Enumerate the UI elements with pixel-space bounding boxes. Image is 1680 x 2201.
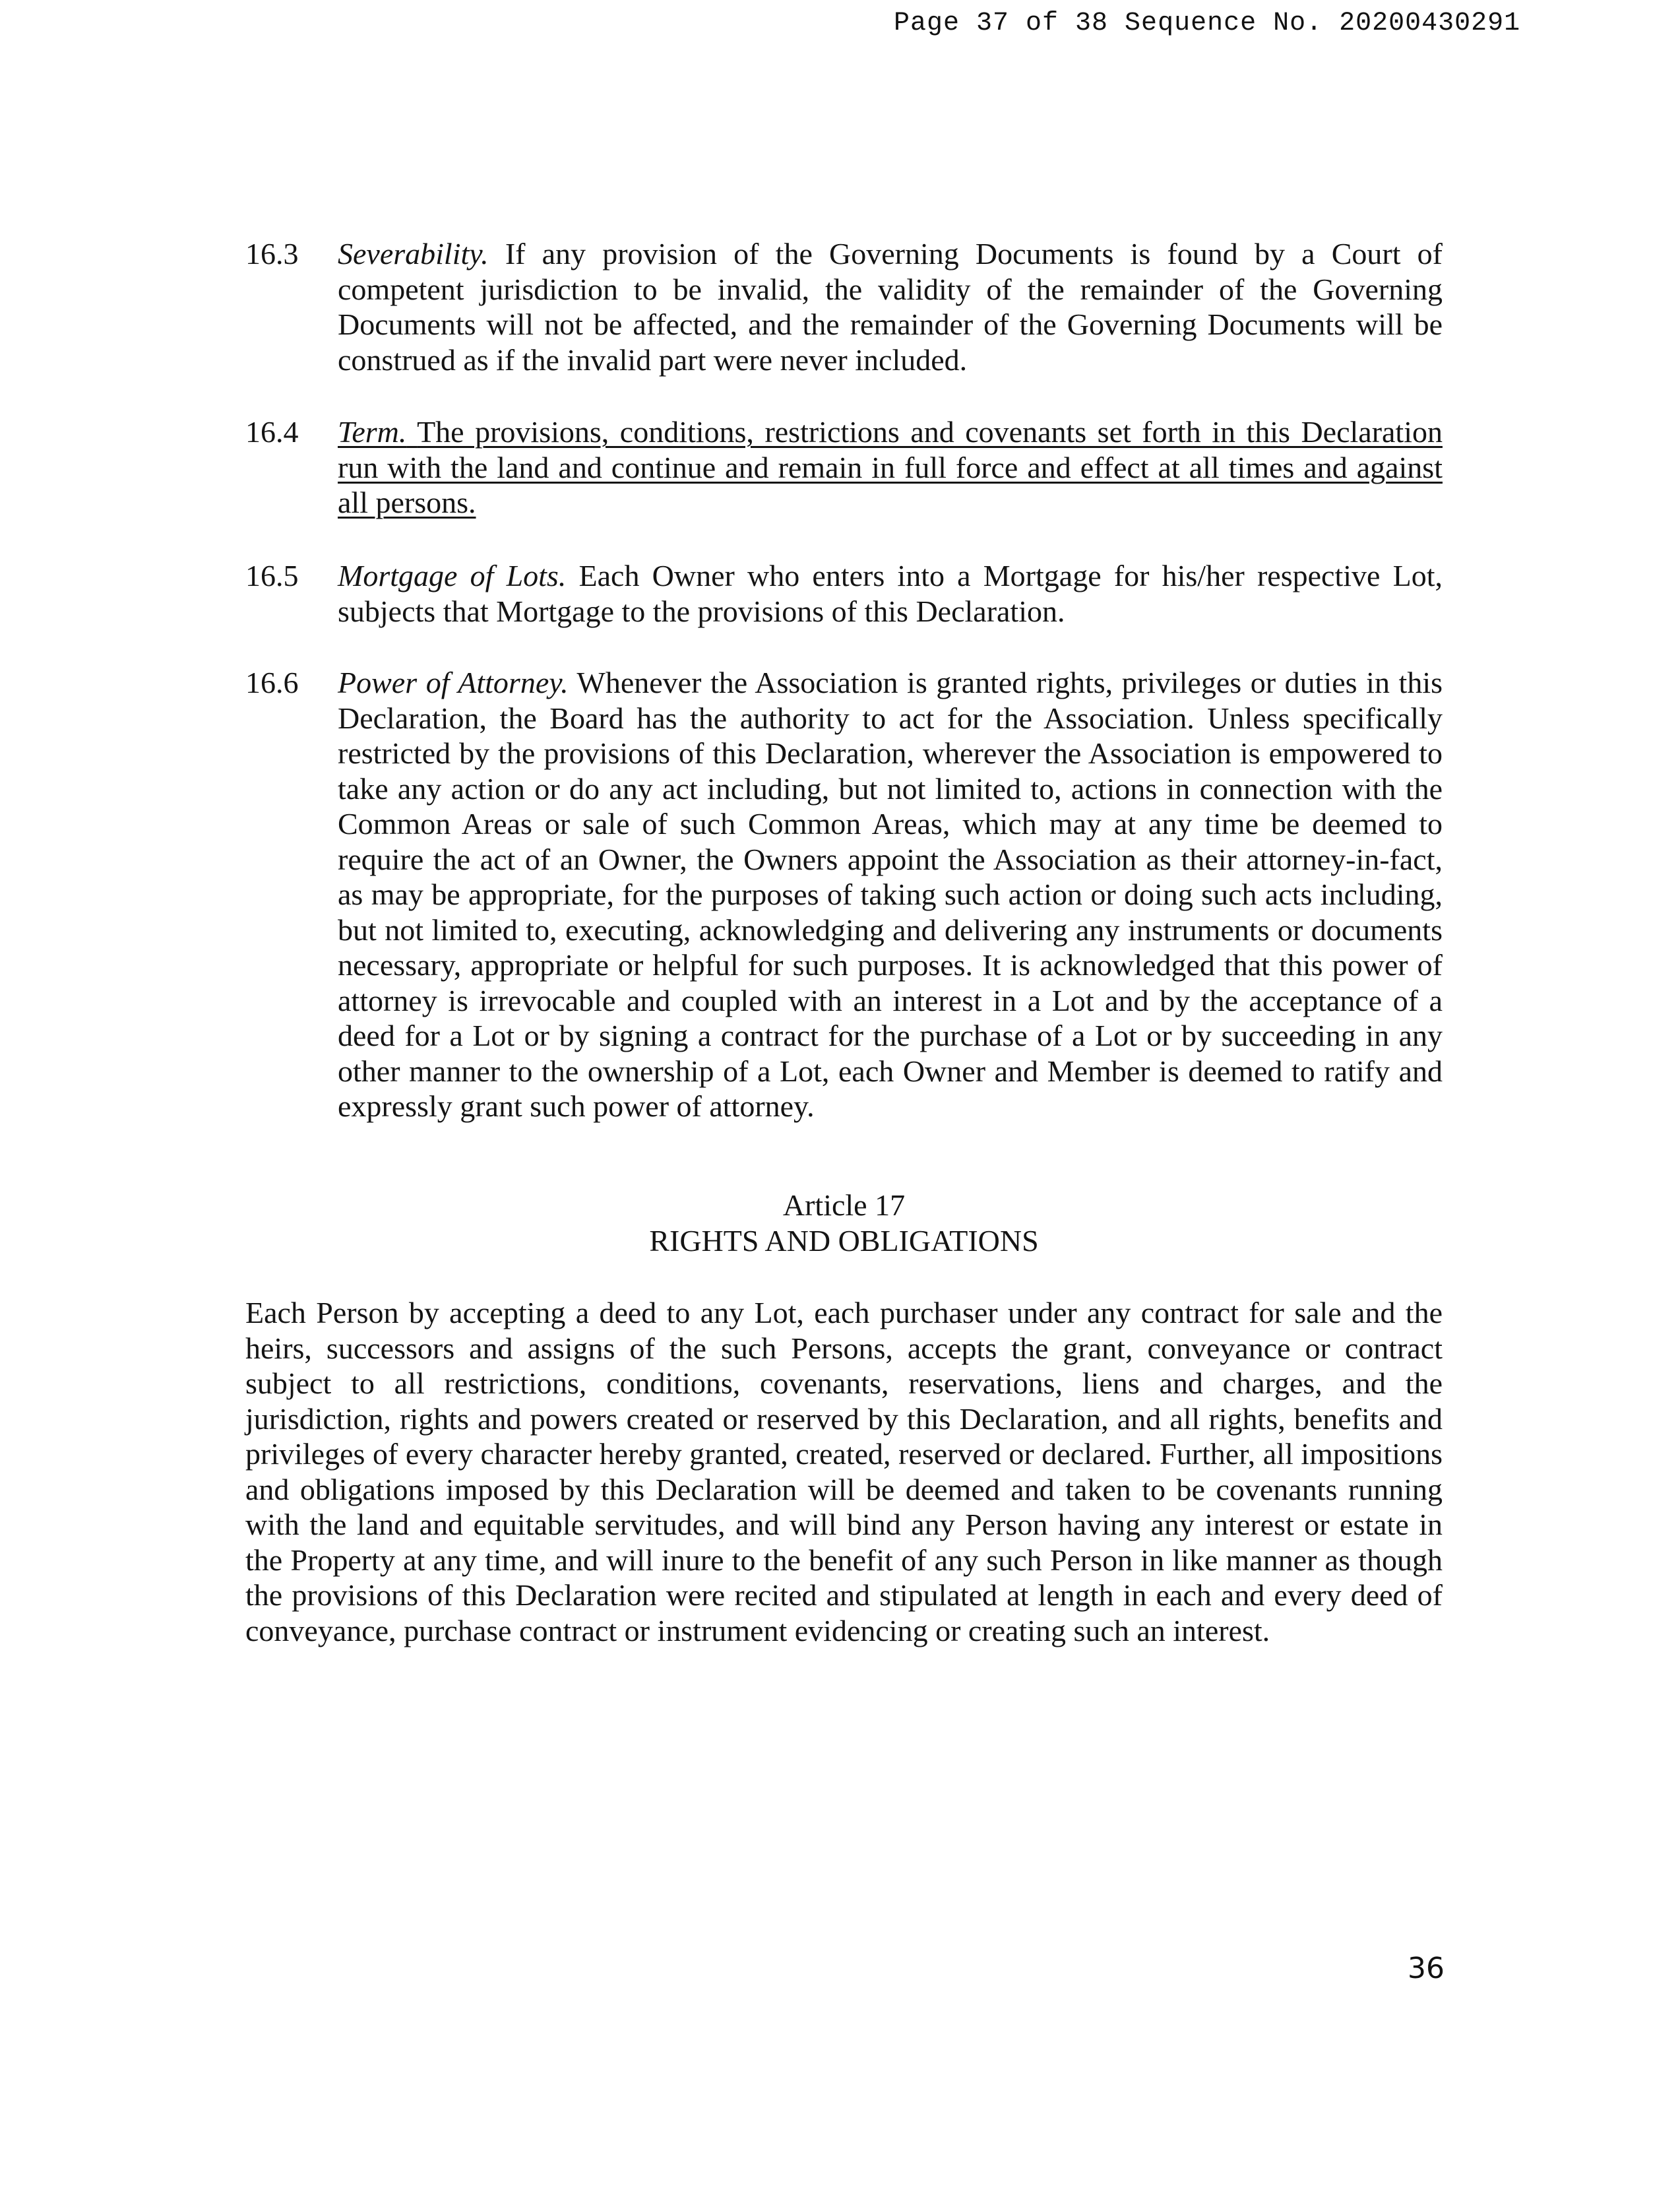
section-number: 16.6 — [245, 666, 299, 699]
section-body — [338, 665, 1443, 1124]
section-number: 16.3 — [245, 237, 299, 271]
page-sequence-header: Page 37 of 38 Sequence No. 20200430291 — [894, 9, 1521, 38]
article-heading — [245, 1188, 1443, 1258]
section-title: Power of Attorney. — [338, 666, 569, 699]
section-body — [338, 558, 1443, 629]
section-body — [338, 236, 1443, 377]
article-body-paragraph: Each Person by accepting a deed to any Lot, each purchaser under any contract for sale and the heirs, successors and assigns of the such Persons, accepts the grant, conveyance or contract subject to all restrictions, conditions, covenants, reservations, liens and charges, and the jurisdiction, rights and powers created or reserved by this Declaration, and all rights, benefits and privileges of every character hereby granted, created, reserved or declared. Further, all impositions and obligations imposed by this Declaration will be deemed and taken to be covenants running with the land and equitable servitudes, and will bind any Person having any interest or estate in the Property at any time, and will inure to the benefit of any such Person in like manner as though the provisions of this Declaration were recited and stipulated at length in each and every deed of conveyance, purchase contract or instrument evidencing or creating such an interest. — [245, 1296, 1443, 1647]
page-number: 36 — [1408, 1952, 1445, 1985]
section-text: The provisions, conditions, restrictions and covenants set forth in this Declaration run with the land and continue and remain in full force and effect at all times and against all persons. — [338, 415, 1443, 519]
section-title: Severability. — [338, 237, 489, 271]
section-title: Term. — [338, 415, 407, 449]
section-16-5 — [245, 558, 1443, 629]
section-body — [338, 414, 1443, 521]
section-16-6 — [245, 665, 1443, 1124]
section-16-4 — [245, 414, 1443, 521]
section-text: Whenever the Association is granted rights, privileges or duties in this Declaration, the Board has the authority to act for the Association. Unless specifically restricted by the provisions of this Declaration, wherever the Association is empowered to take any action or do any act including, but not limited to, actions in connection with the Common Areas or sale of such Common Areas, which may at any time be deemed to require the act of an Owner, the Owners appoint the Association as their attorney-in-fact, as may be appropriate, for the purposes of taking such action or doing such acts including, but not limited to, executing, acknowledging and delivering any instruments or documents necessary, appropriate or helpful for such purposes. It is acknowledged that this power of attorney is irrevocable and coupled with an interest in a Lot and by the acceptance of a deed for a Lot or by signing a contract for the purchase of a Lot or by succeeding in any other manner to the ownership of a Lot, each Owner and Member is deemed to ratify and expressly grant such power of attorney. — [338, 666, 1443, 1123]
section-16-3 — [245, 236, 1443, 377]
section-number: 16.5 — [245, 559, 299, 592]
section-number: 16.4 — [245, 415, 299, 449]
section-text: Each Owner who enters into a Mortgage for his/her respective Lot, subjects that Mortgage to the provisions of this Declaration. — [338, 559, 1443, 628]
section-title: Mortgage of Lots. — [338, 559, 567, 592]
article-label: Article 17 — [782, 1188, 906, 1222]
section-text: If any provision of the Governing Documents is found by a Court of competent jurisdiction to be invalid, the validity of the remainder of the Governing Documents will not be affected, and the remainder of the Governing Documents will be construed as if the invalid part were never included. — [338, 237, 1443, 377]
article-title: RIGHTS AND OBLIGATIONS — [649, 1223, 1039, 1258]
